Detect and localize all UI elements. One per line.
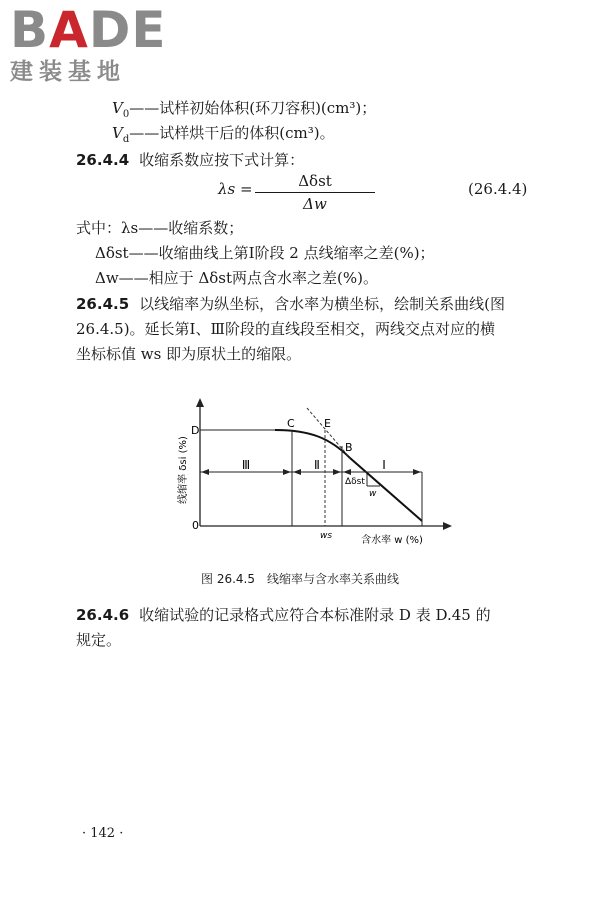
section-26-4-6 [76,603,536,653]
point-E-label: E [324,417,331,430]
stage3-arrow-left [201,469,209,475]
formula-lhs: λs = [218,180,253,198]
page-number: · 142 · [82,826,124,841]
x-axis-label: 含水率 w (%) [361,535,423,546]
logo [8,2,178,90]
ws-label: ws [320,531,333,541]
logo-subtitle: 建装基地 [10,59,126,85]
where-delta-w: Δw——相应于 Δδst两点含水率之差(%)。 [95,269,378,287]
stage-1-label: Ⅰ [382,458,386,472]
equation-number: (26.4.4) [468,180,528,198]
definition-v0: $V_0——$试样初始体积(环刀容积)(cm³)； [112,99,377,120]
stage2-arrow-left [293,469,301,475]
y-tick-0: 0 [192,519,199,532]
y-axis-label: 线缩率 δsi (%) [178,436,189,504]
where-lambda: 式中：λs——收缩系数； [76,219,244,237]
formula-numerator: Δδst [255,172,375,193]
delta-st-label: Δδst [345,477,365,487]
delta-w-label: w [369,489,377,499]
section-26-4-4: 26.4.4 收缩系数应按下式计算： [76,151,305,169]
figure-caption: 图 26.4.5 线缩率与含水率关系曲线 [201,572,399,586]
extension-line-stage1 [307,408,350,458]
y-tick-D: D [191,424,200,437]
shrinkage-figure [0,390,600,570]
stage-3-label: Ⅲ [241,458,251,472]
stage-2-label: Ⅱ [314,458,320,472]
x-axis-arrow [443,522,452,530]
point-C-label: C [287,417,295,430]
point-B-label: B [345,441,353,454]
section-26-4-5-line3: 坐标标值 ws 即为原状土的缩限。 [76,345,302,363]
section-26-4-5-line1: 26.4.5 以线缩率为纵坐标，含水率为横坐标，绘制关系曲线(图 [76,295,506,313]
section-26-4-6-line2: 规定。 [76,631,122,649]
section-26-4-5-line2: 26.4.5)。延长第Ⅰ、Ⅲ阶段的直线段至相交，两线交点对应的横 [76,320,495,338]
where-delta-st: Δδst——收缩曲线上第Ⅰ阶段 2 点线缩率之差(%)； [95,244,435,262]
stage3-arrow-right [283,469,291,475]
section-26-4-5 [76,292,536,367]
section-26-4-6-line1: 26.4.6 收缩试验的记录格式应符合本标准附录 D 表 D.45 的 [76,606,491,624]
definition-vd: $V_d——$试样烘干后的体积(cm³)。 [112,124,335,145]
formula-fraction [255,172,375,213]
stage2-arrow-right [333,469,341,475]
stage1-arrow-left [343,469,351,475]
y-axis-arrow [196,398,204,407]
formula-denominator: Δw [303,195,327,213]
logo-wordmark: BADE [10,1,167,59]
stage1-arrow-right [413,469,421,475]
